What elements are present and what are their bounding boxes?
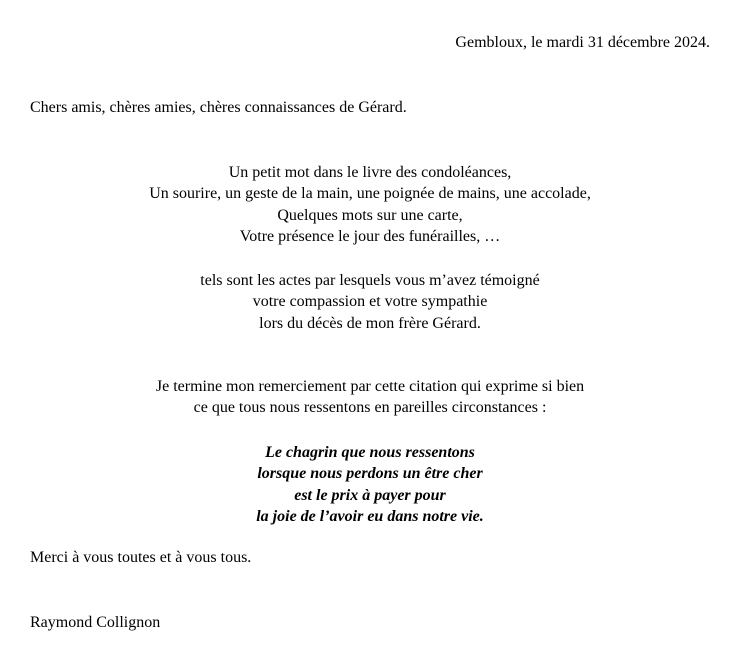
stanza-line: ce que tous nous ressentons en pareilles circonstances : — [193, 399, 547, 417]
stanza-line: tels sont les actes par lesquels vous m’avez témoigné — [200, 272, 540, 289]
quote-line: Le chagrin que nous ressentons — [265, 444, 475, 461]
quote — [0, 442, 740, 528]
quote-line: lorsque nous perdons un être cher — [257, 465, 483, 483]
stanza-line: Un petit mot dans le livre des condoléances, — [228, 164, 512, 181]
stanza-citation-intro — [0, 376, 740, 419]
quote-line: la joie de l’avoir eu dans notre vie. — [256, 508, 484, 526]
stanza-line: Un sourire, un geste de la main, une poignée de mains, une accolade, — [149, 185, 591, 203]
dateline: Gembloux, le mardi 31 décembre 2024. — [455, 34, 710, 51]
signature: Raymond Collignon — [30, 614, 161, 631]
stanza-line: Votre présence le jour des funérailles, … — [239, 228, 501, 246]
stanza-condolences — [0, 162, 740, 248]
quote-line: est le prix à payer pour — [294, 486, 446, 504]
stanza-line: votre compassion et votre sympathie — [252, 293, 488, 311]
salutation: Chers amis, chères amies, chères connaissances de Gérard. — [30, 99, 407, 116]
stanza-line: Quelques mots sur une carte, — [277, 206, 463, 224]
stanza-sympathy — [0, 270, 740, 334]
stanza-line: lors du décès de mon frère Gérard. — [259, 314, 481, 332]
stanza-line: Je termine mon remerciement par cette citation qui exprime si bien — [155, 378, 585, 395]
closing: Merci à vous toutes et à vous tous. — [30, 549, 252, 566]
